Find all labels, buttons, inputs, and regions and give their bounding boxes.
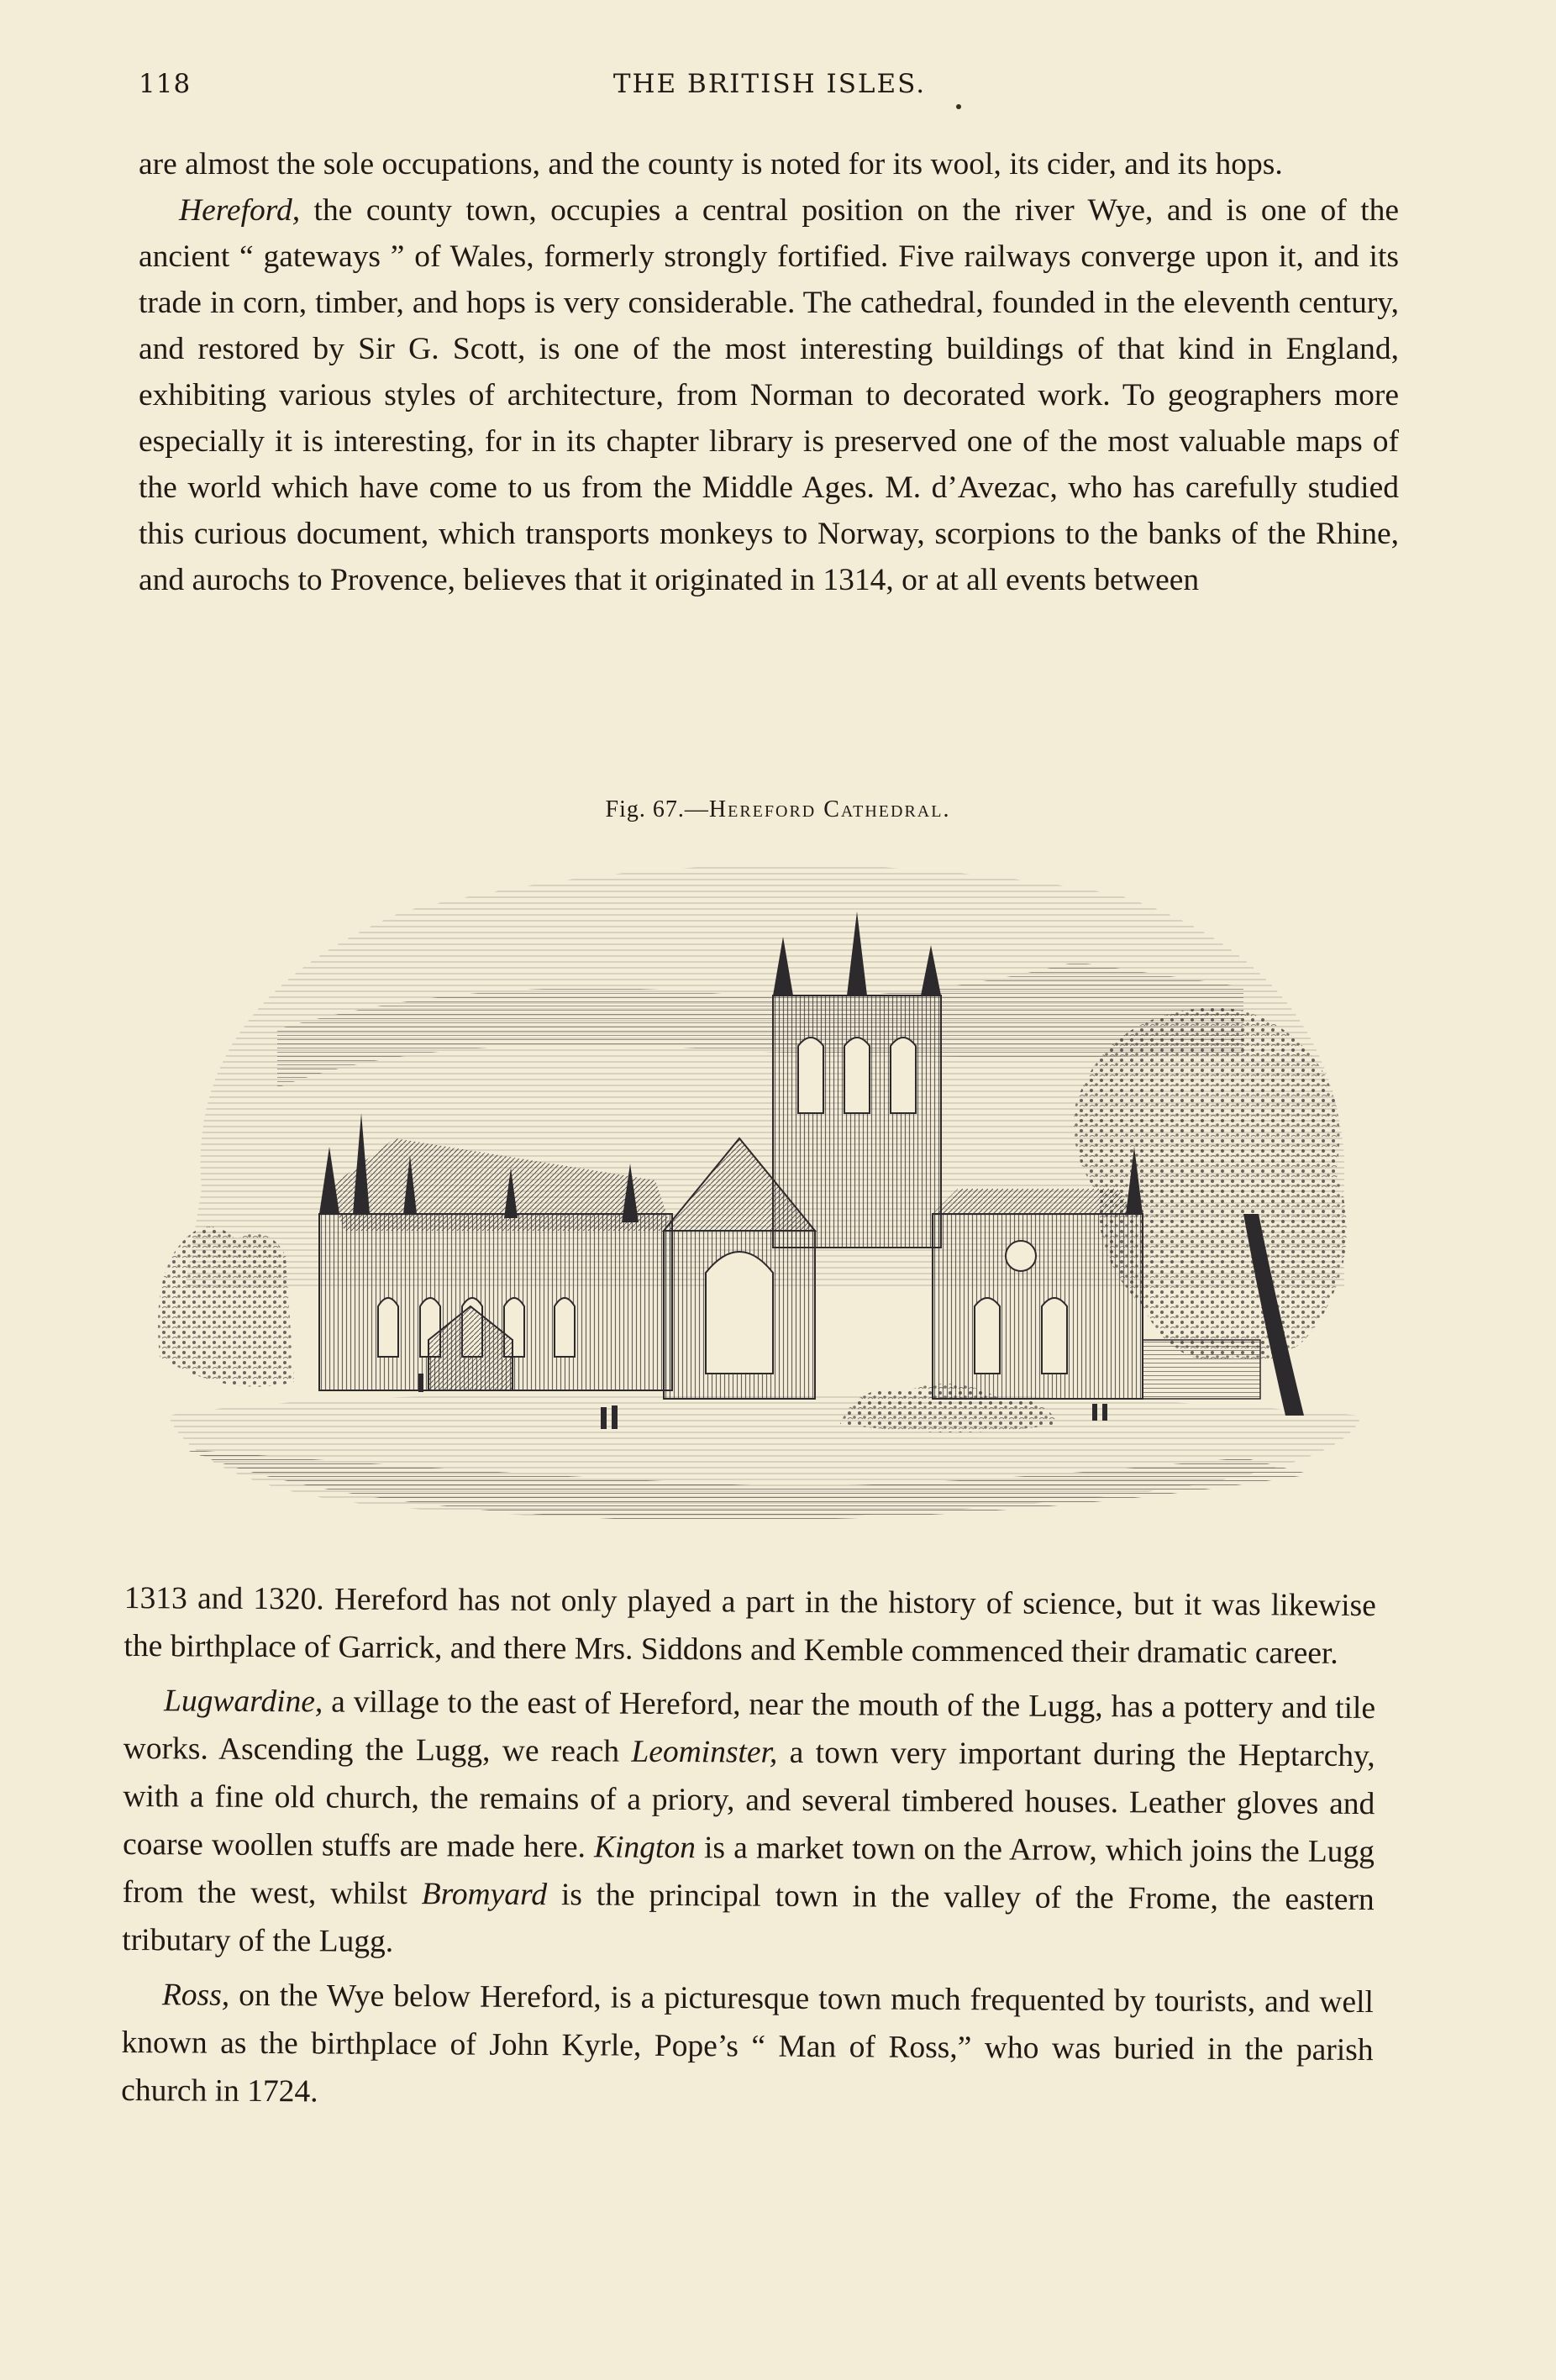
paragraph-text: is the principal town in the valley of the Frome, the eastern tributary of the Lugg. [122,1878,1375,1959]
page-number: 118 [139,69,192,99]
place-name-italic: Kington [593,1830,697,1866]
figure-title: Hereford Cathedral. [708,796,951,822]
tower-windows [798,1038,916,1113]
engraving-illustration [151,836,1369,1542]
paragraph: are almost the sole occupations, and the county is noted for its wool, its cider, and its hops. [139,147,1283,181]
figure-caption [0,796,1556,823]
paragraph-text: a town very important during the Heptarchy, with a fine old church, the remains of a priory, and several timbered houses. Leather gloves and coarse woollen stuffs are made here. [122,1735,1375,1865]
text-block-top [139,141,1399,603]
cathedral-engraving [151,836,1369,1542]
central-tower [773,996,941,1248]
transept-window [706,1252,773,1374]
figure-number: Fig. 67.— [605,796,709,822]
place-name-italic: Bromyard [421,1877,548,1913]
ink-speck [956,104,961,109]
place-name-italic: Lugwardine, [163,1684,323,1720]
paragraph-text: on the Wye below Hereford, is a picturesque town much frequented by tourists, and well known as the birthplace of John Kyrle, Pope’s “ Man of Ross,” who was buried in the parish church in 1724. [121,1978,1375,2109]
paragraph [122,1677,1375,1972]
paragraph-text: the county town, occupies a central position on the river Wye, and is one of the ancient “ gateways ” of Wales, formerly strongly fortified. Five railways converge upon it, and its trade in corn, timber, and hops is very considerable. The cathedral, founded in the eleventh century, and restored by Sir G. Scott, is one of the most interesting buildings of that kind in England, exhibiting various styles of architecture, from Norman to decorated work. To geographers more especially it is interesting, for in its chapter library is preserved one of the most valuable maps of the world which have come to us from the Middle Ages. M. d’Avezac, who has carefully studied this curious document, which transports monkeys to Norway, scorpions to the banks of the Rhine, and aurochs to Provence, believes that it originated in 1314, or at all events between [139,193,1400,597]
paragraph [121,1971,1374,2122]
place-name-italic: Ross, [161,1978,230,2013]
left-trees [158,1227,294,1387]
page-header [139,69,1401,111]
paragraph-text: a village to the east of Hereford, near the mouth of the Lugg, has a pottery and tile works. Ascending the Lugg, we reach [123,1684,1376,1769]
paragraph: 1313 and 1320. Hereford has not only played a part in the history of science, but it was likewise the birthplace of Garrick, and there Mrs. Siddons and Kemble commenced their dramatic career. [124,1580,1376,1671]
running-head: THE BRITISH ISLES. [612,69,927,99]
paragraph [139,187,1399,603]
place-name-italic: Leominster, [631,1734,778,1770]
text-block-bottom [121,1574,1376,2129]
paragraph-text: is a market town on the Arrow, which joins the Lugg from the west, whilst [122,1831,1375,1912]
place-name-italic: Hereford, [179,193,301,228]
